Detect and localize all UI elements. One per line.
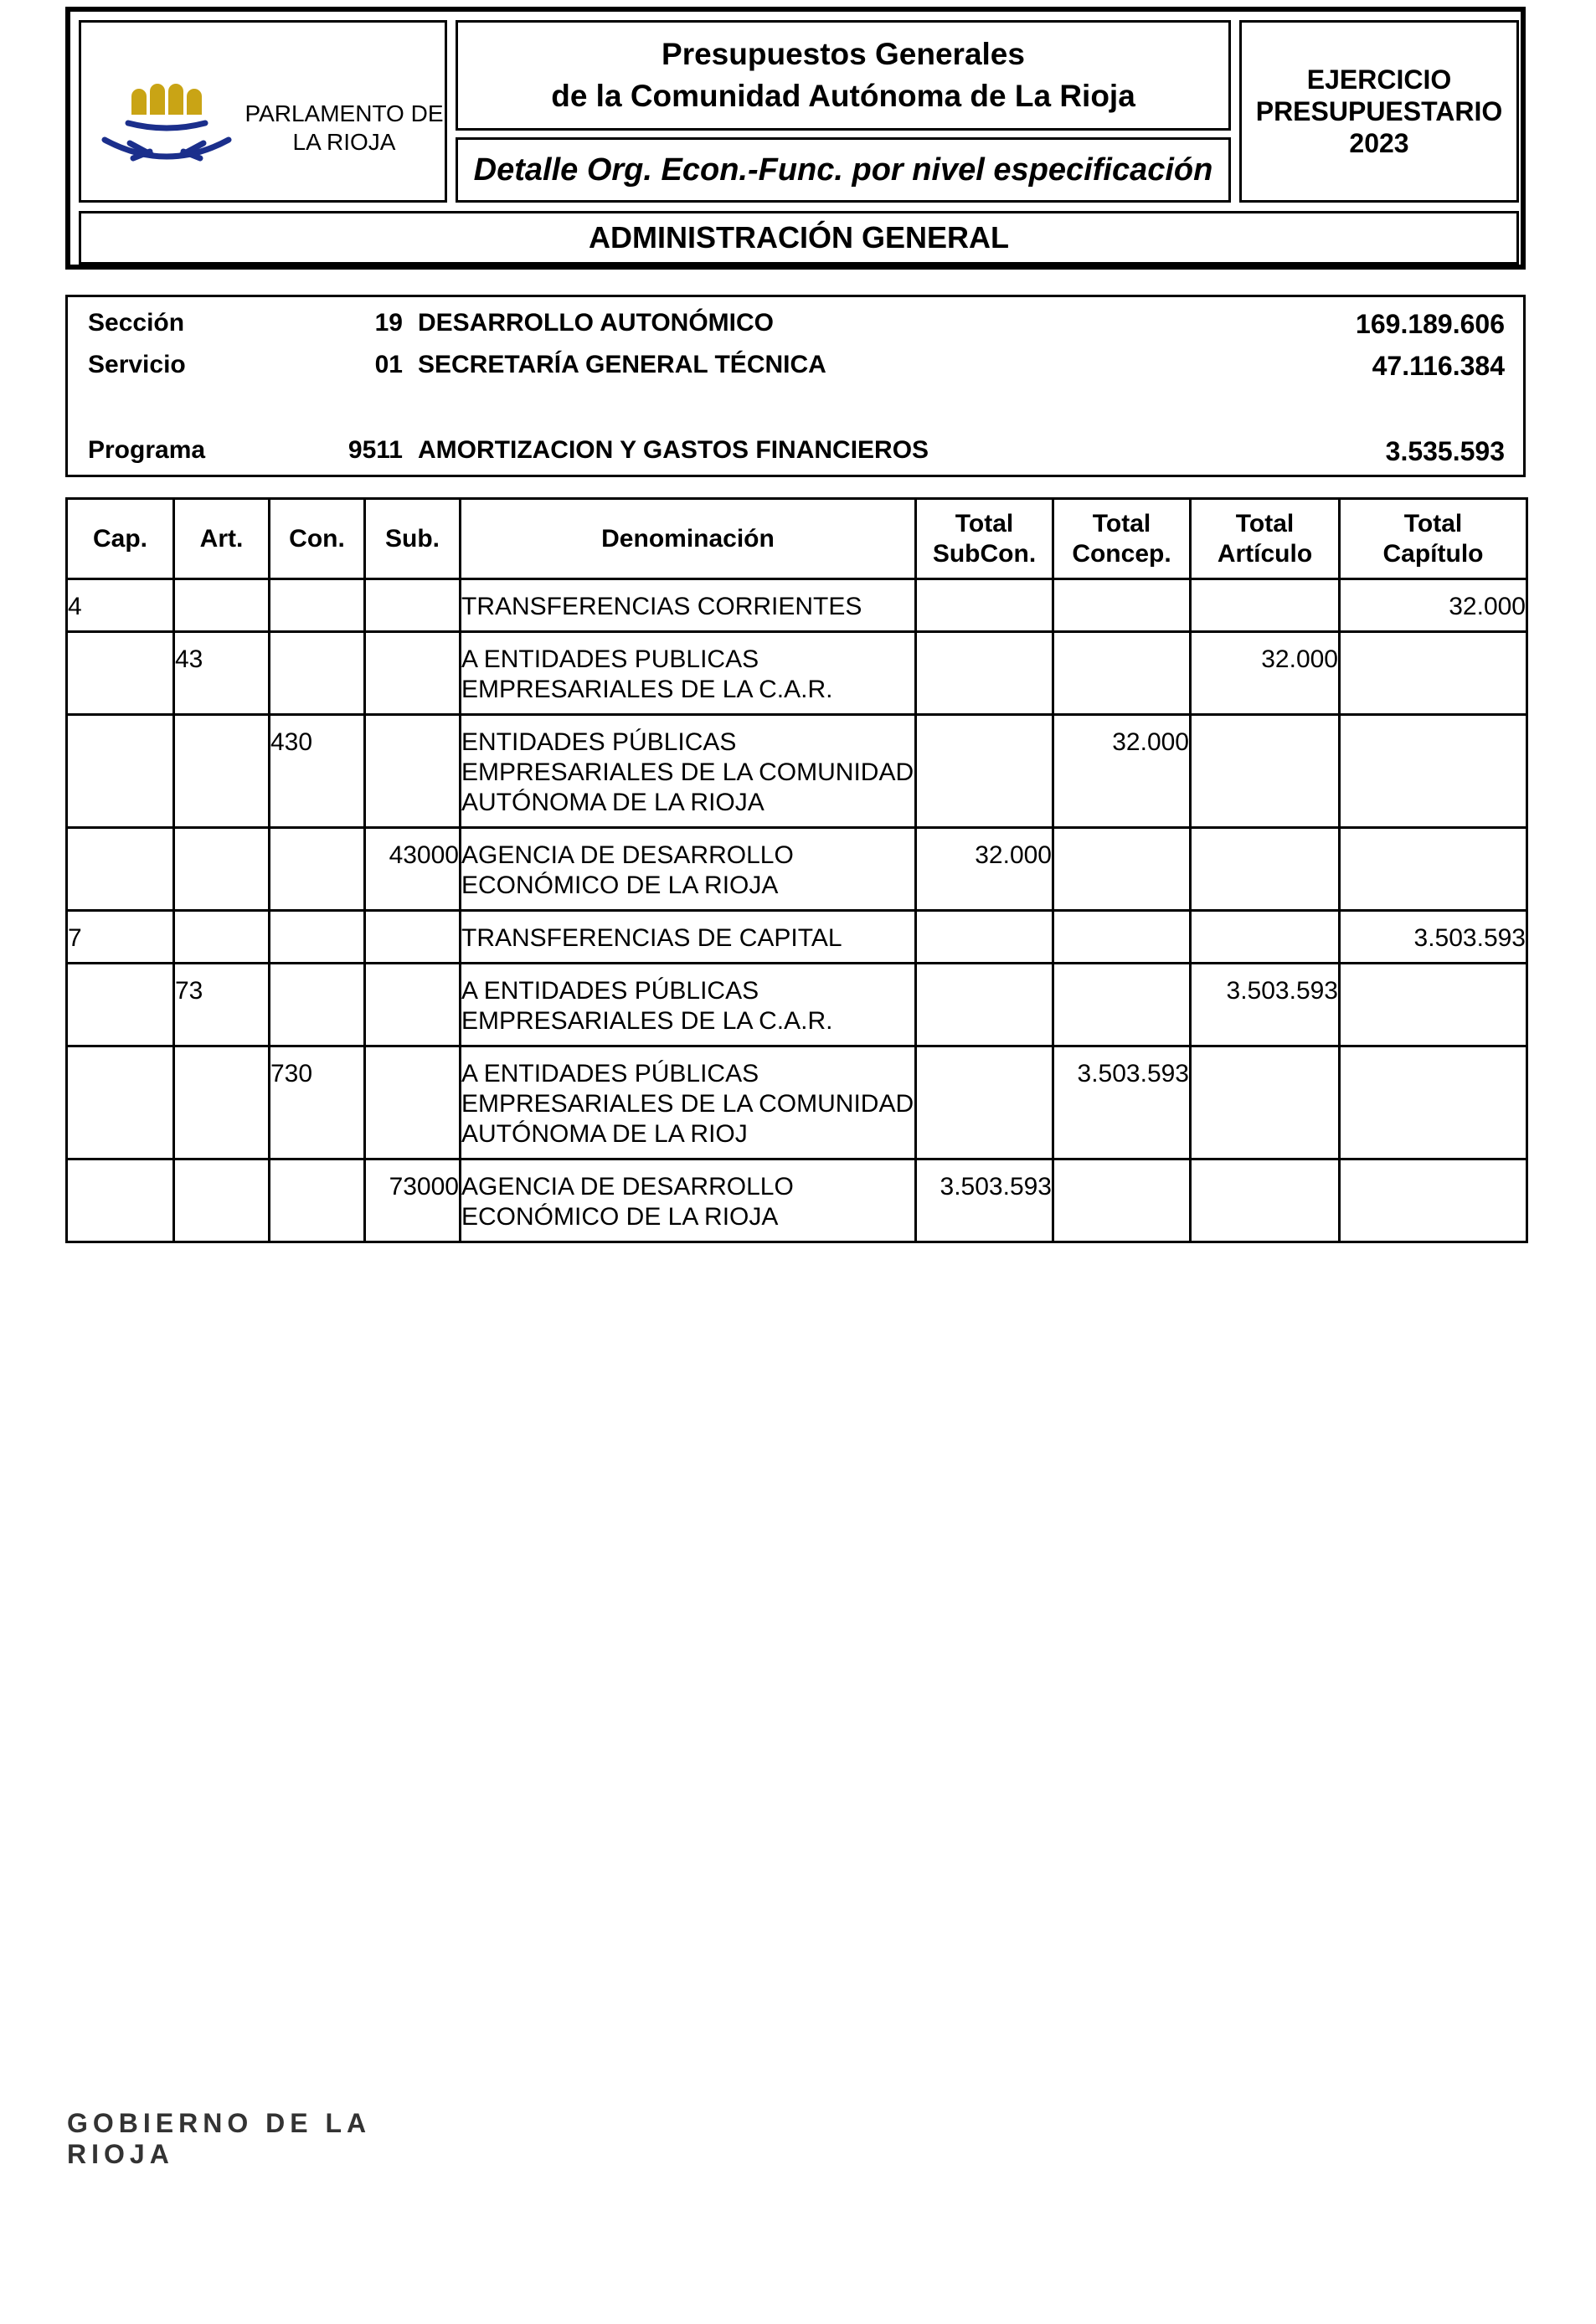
header-total-articulo	[1191, 499, 1340, 579]
cell-total-subcon: 32.000	[916, 828, 1053, 911]
cell-denominacion: AGENCIA DE DESARROLLO ECONÓMICO DE LA RIOJA	[461, 1159, 916, 1242]
cell-sub	[365, 579, 461, 632]
ejercicio-year: 2023	[1349, 128, 1409, 158]
header-total-concep	[1053, 499, 1191, 579]
cell-art	[174, 828, 270, 911]
header-art: Art.	[174, 499, 270, 579]
table-row	[67, 1159, 1527, 1242]
cell-denominacion: A ENTIDADES PÚBLICAS EMPRESARIALES DE LA C.A.R.	[461, 964, 916, 1046]
ejercicio-line-2: PRESUPUESTARIO	[1255, 96, 1503, 126]
cell-sub: 73000	[365, 1159, 461, 1242]
header-total-capitulo-l2: Capítulo	[1382, 539, 1484, 568]
cell-denominacion: TRANSFERENCIAS CORRIENTES	[461, 579, 916, 632]
header-total-concep-l2: Concep.	[1072, 539, 1171, 568]
cell-cap	[67, 964, 174, 1046]
header-denominacion: Denominación	[461, 499, 916, 579]
seccion-code: 19	[374, 309, 403, 337]
cell-con	[270, 911, 365, 964]
cell-art	[174, 715, 270, 828]
title-line-1: Presupuestos Generales	[662, 37, 1025, 71]
footer-clipped-text	[67, 2108, 452, 2169]
cell-total-concep: 3.503.593	[1053, 1046, 1191, 1159]
cell-cap: 7	[67, 911, 174, 964]
cell-art: 73	[174, 964, 270, 1046]
title-box	[456, 20, 1231, 131]
cell-total-concep	[1053, 828, 1191, 911]
cell-denominacion: A ENTIDADES PÚBLICAS EMPRESARIALES DE LA COMUNIDAD AUTÓNOMA DE LA RIOJ	[461, 1046, 916, 1159]
servicio-row	[68, 351, 1523, 384]
servicio-code: 01	[374, 351, 403, 378]
logo-text: PARLAMENTO DE LA RIOJA	[245, 100, 444, 155]
cell-cap	[67, 1159, 174, 1242]
table-header-row	[67, 499, 1527, 579]
header-cap: Cap.	[67, 499, 174, 579]
detail-subtitle: Detalle Org. Econ.-Func. por nivel especificación	[456, 137, 1231, 203]
cell-denominacion: ENTIDADES PÚBLICAS EMPRESARIALES DE LA COMUNIDAD AUTÓNOMA DE LA RIOJA	[461, 715, 916, 828]
programa-name: AMORTIZACION Y GASTOS FINANCIEROS	[418, 436, 929, 464]
header-sub: Sub.	[365, 499, 461, 579]
header-total-concep-l1: Total	[1092, 509, 1151, 537]
cell-total-capitulo	[1340, 828, 1527, 911]
programa-label: Programa	[88, 436, 206, 464]
header-total-capitulo-l1: Total	[1403, 509, 1463, 537]
table-row	[67, 964, 1527, 1046]
cell-total-articulo	[1191, 911, 1340, 964]
cell-art	[174, 1159, 270, 1242]
cell-total-concep	[1053, 1159, 1191, 1242]
cell-con	[270, 1159, 365, 1242]
table-row	[67, 911, 1527, 964]
cell-sub	[365, 964, 461, 1046]
document-header	[65, 7, 1526, 270]
cell-art	[174, 579, 270, 632]
section-info	[65, 295, 1526, 477]
cell-con	[270, 828, 365, 911]
programa-row	[68, 436, 1523, 470]
servicio-name: SECRETARÍA GENERAL TÉCNICA	[418, 351, 826, 378]
ejercicio-box	[1239, 20, 1519, 203]
seccion-amount: 169.189.606	[1356, 309, 1505, 339]
cell-total-subcon	[916, 579, 1053, 632]
footer-text: GOBIERNO DE LA RIOJA	[67, 2108, 370, 2169]
header-total-subcon-l1: Total	[955, 509, 1014, 537]
cell-cap	[67, 1046, 174, 1159]
ejercicio-line-1: EJERCICIO	[1306, 64, 1452, 95]
seccion-row	[68, 309, 1523, 342]
cell-total-capitulo	[1340, 715, 1527, 828]
header-total-articulo-l1: Total	[1235, 509, 1295, 537]
cell-total-subcon	[916, 1046, 1053, 1159]
seccion-label: Sección	[88, 309, 185, 337]
cell-total-articulo: 32.000	[1191, 632, 1340, 715]
cell-con	[270, 579, 365, 632]
budget-table	[65, 497, 1528, 1243]
cell-sub: 43000	[365, 828, 461, 911]
title-line-2: de la Comunidad Autónoma de La Rioja	[551, 79, 1135, 113]
parliament-logo-icon	[100, 80, 234, 170]
header-con: Con.	[270, 499, 365, 579]
cell-total-subcon	[916, 911, 1053, 964]
cell-total-concep	[1053, 911, 1191, 964]
cell-cap: 4	[67, 579, 174, 632]
cell-art	[174, 1046, 270, 1159]
cell-sub	[365, 715, 461, 828]
logo-box	[79, 20, 447, 203]
cell-art: 43	[174, 632, 270, 715]
cell-total-articulo	[1191, 715, 1340, 828]
cell-total-articulo	[1191, 828, 1340, 911]
cell-total-capitulo: 32.000	[1340, 579, 1527, 632]
cell-total-articulo	[1191, 1046, 1340, 1159]
cell-sub	[365, 1046, 461, 1159]
header-total-subcon	[916, 499, 1053, 579]
cell-con: 430	[270, 715, 365, 828]
cell-total-articulo	[1191, 1159, 1340, 1242]
cell-con	[270, 964, 365, 1046]
cell-denominacion: AGENCIA DE DESARROLLO ECONÓMICO DE LA RIOJA	[461, 828, 916, 911]
table-row	[67, 632, 1527, 715]
cell-sub	[365, 632, 461, 715]
cell-total-capitulo	[1340, 964, 1527, 1046]
cell-total-capitulo	[1340, 1046, 1527, 1159]
cell-total-capitulo	[1340, 632, 1527, 715]
programa-amount: 3.535.593	[1385, 436, 1505, 466]
cell-total-articulo	[1191, 579, 1340, 632]
header-total-capitulo	[1340, 499, 1527, 579]
cell-denominacion: TRANSFERENCIAS DE CAPITAL	[461, 911, 916, 964]
table-row	[67, 1046, 1527, 1159]
cell-total-capitulo: 3.503.593	[1340, 911, 1527, 964]
cell-total-concep: 32.000	[1053, 715, 1191, 828]
servicio-amount: 47.116.384	[1372, 351, 1505, 381]
cell-total-subcon: 3.503.593	[916, 1159, 1053, 1242]
servicio-label: Servicio	[88, 351, 186, 378]
cell-total-concep	[1053, 632, 1191, 715]
cell-cap	[67, 828, 174, 911]
programa-code: 9511	[348, 436, 403, 464]
cell-con: 730	[270, 1046, 365, 1159]
cell-denominacion: A ENTIDADES PUBLICAS EMPRESARIALES DE LA C.A.R.	[461, 632, 916, 715]
cell-cap	[67, 632, 174, 715]
cell-total-capitulo	[1340, 1159, 1527, 1242]
cell-total-articulo: 3.503.593	[1191, 964, 1340, 1046]
table-row	[67, 715, 1527, 828]
cell-total-concep	[1053, 964, 1191, 1046]
cell-con	[270, 632, 365, 715]
cell-total-subcon	[916, 715, 1053, 828]
header-total-subcon-l2: SubCon.	[932, 539, 1037, 568]
cell-total-concep	[1053, 579, 1191, 632]
cell-total-subcon	[916, 632, 1053, 715]
cell-art	[174, 911, 270, 964]
seccion-name: DESARROLLO AUTONÓMICO	[418, 309, 774, 337]
administration-title: ADMINISTRACIÓN GENERAL	[79, 211, 1519, 265]
cell-sub	[365, 911, 461, 964]
header-total-articulo-l2: Artículo	[1217, 539, 1313, 568]
cell-cap	[67, 715, 174, 828]
table-row	[67, 579, 1527, 632]
table-row	[67, 828, 1527, 911]
cell-total-subcon	[916, 964, 1053, 1046]
